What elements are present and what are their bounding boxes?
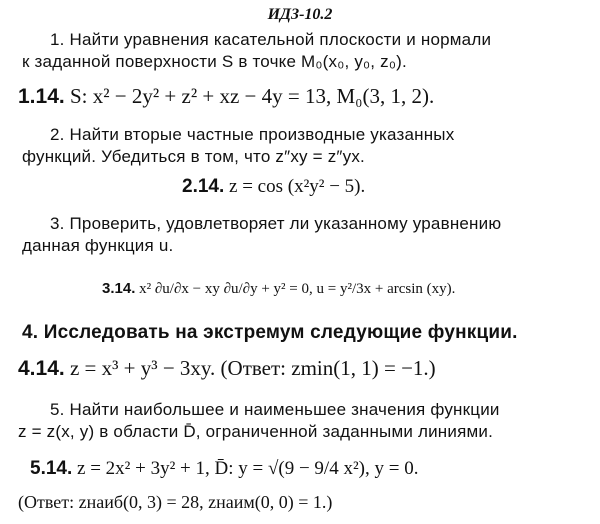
task3-variant — [102, 280, 455, 298]
task5-variant-text: z = 2x² + 3y² + 1, D̄: y = √(9 − 9/4 x²), y = 0. — [77, 458, 419, 479]
task5-line2: z = z(x, y) в области D̄, ограниченной заданными линиями. — [18, 422, 493, 441]
task2-line1: 2. Найти вторые частные производные указанных — [50, 125, 455, 144]
task2-line2: функций. Убедиться в том, что z″xy = z″yx. — [22, 147, 365, 166]
task2-variant — [182, 176, 365, 198]
task1-variant-text: S: x² − 2y² + z² + xz − 4y = 13, M₀(3, 1, 2). — [69, 84, 435, 108]
task3-variant-text: x² ∂u/∂x − xy ∂u/∂y + y² = 0, u = y²/3x + arcsin (xy). — [139, 281, 456, 297]
task2-variant-text: z = cos (x²y² − 5). — [229, 176, 366, 197]
task4-line1: 4. Исследовать на экстремум следующие функции. — [22, 322, 518, 343]
task1-variant — [18, 84, 434, 109]
task1-line1: 1. Найти уравнения касательной плоскости и нормали — [50, 30, 492, 49]
task2-variant-label: 2.14. — [182, 176, 225, 197]
document-title: ИДЗ-10.2 — [267, 6, 333, 23]
task4-variant — [18, 356, 436, 381]
task5-variant — [30, 458, 418, 480]
task3-variant-label: 3.14. — [102, 280, 136, 297]
task4-variant-text: z = x³ + y³ − 3xy. (Ответ: zmin(1, 1) = −1.) — [69, 356, 436, 380]
task5-variant-label: 5.14. — [30, 458, 73, 479]
task5-line1: 5. Найти наибольшее и наименьшее значения функции — [50, 400, 500, 419]
task3-line2: данная функция u. — [22, 236, 174, 255]
task5-answer: (Ответ: zнаиб(0, 3) = 28, zнаим(0, 0) = 1.) — [18, 492, 333, 512]
task1-line2: к заданной поверхности S в точке M₀(x₀, y₀, z₀). — [22, 52, 407, 71]
task1-variant-label: 1.14. — [18, 85, 65, 108]
task4-variant-label: 4.14. — [18, 357, 65, 380]
task3-line1: 3. Проверить, удовлетворяет ли указанному уравнению — [50, 214, 502, 233]
